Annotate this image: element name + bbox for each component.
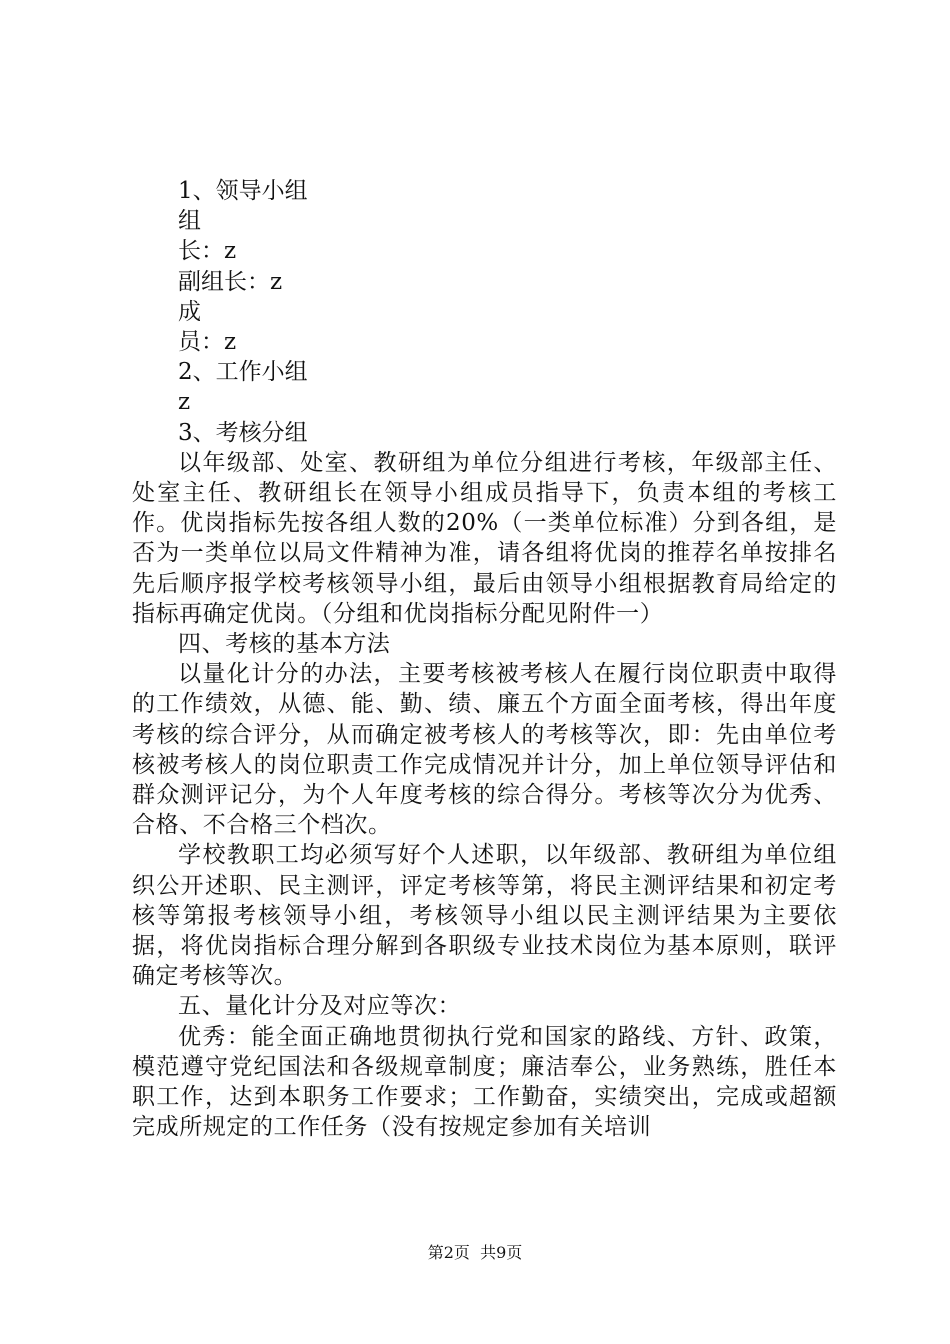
paragraph-grouping: 以年级部、处室、教研组为单位分组进行考核，年级部主任、处室主任、教研组长在领导小组成员指导下，负责本组的考核工作。优岗指标先按各组人数的20%（一类单位标准）分到各组，是否为一类单位以局文件精神为准，请各组将优岗的推荐名单按排名先后顺序报学校考核领导小组，最后由领导小组根据教育局给定的指标再确定优岗。（分组和优岗指标分配见附件一） [132,449,837,627]
line-deputy-leader: 副组长：z [178,268,283,295]
page-footer [0,1242,950,1264]
line-group: 组 [178,208,201,235]
line-leader: 长：z [178,238,237,265]
line-member-prefix: 成 [178,298,201,325]
paragraph-reporting: 学校教职工均必须写好个人述职，以年级部、教研组为单位组织公开述职、民主测评，评定考核等第，将民主测评结果和初定考核等第报考核领导小组，考核领导小组以民主测评结果为主要依据，将优岗指标合理分解到各职级专业技术岗位为基本原则，联评确定考核等次。 [132,842,837,990]
heading-scoring-levels: 五、量化计分及对应等次： [178,993,462,1020]
heading-work-group: 2、工作小组 [178,359,308,386]
document-body [132,176,837,1142]
heading-assessment-groups: 3、考核分组 [178,419,308,446]
page-number: 第2页 共9页 [427,1243,523,1262]
line-work-group-member: z [178,389,191,416]
line-members: 员：z [178,328,237,355]
paragraph-excellent: 优秀：能全面正确地贯彻执行党和国家的路线、方针、政策，模范遵守党纪国法和各级规章制度；廉洁奉公，业务熟练，胜任本职工作，达到本职务工作要求；工作勤奋，实绩突出，完成或超额完成所规定的工作任务（没有按规定参加有关培训 [132,1023,837,1141]
heading-leadership-group: 1、领导小组 [178,178,308,204]
heading-basic-methods: 四、考核的基本方法 [178,630,391,657]
paragraph-scoring-method: 以量化计分的办法，主要考核被考核人在履行岗位职责中取得的工作绩效，从德、能、勤、绩、廉五个方面全面考核，得出年度考核的综合评分，从而确定被考核人的考核等次，即：先由单位考核被考核人的岗位职责工作完成情况并计分，加上单位领导评估和群众测评记分，为个人年度考核的综合得分。考核等次分为优秀、合格、不合格三个档次。 [132,661,837,839]
